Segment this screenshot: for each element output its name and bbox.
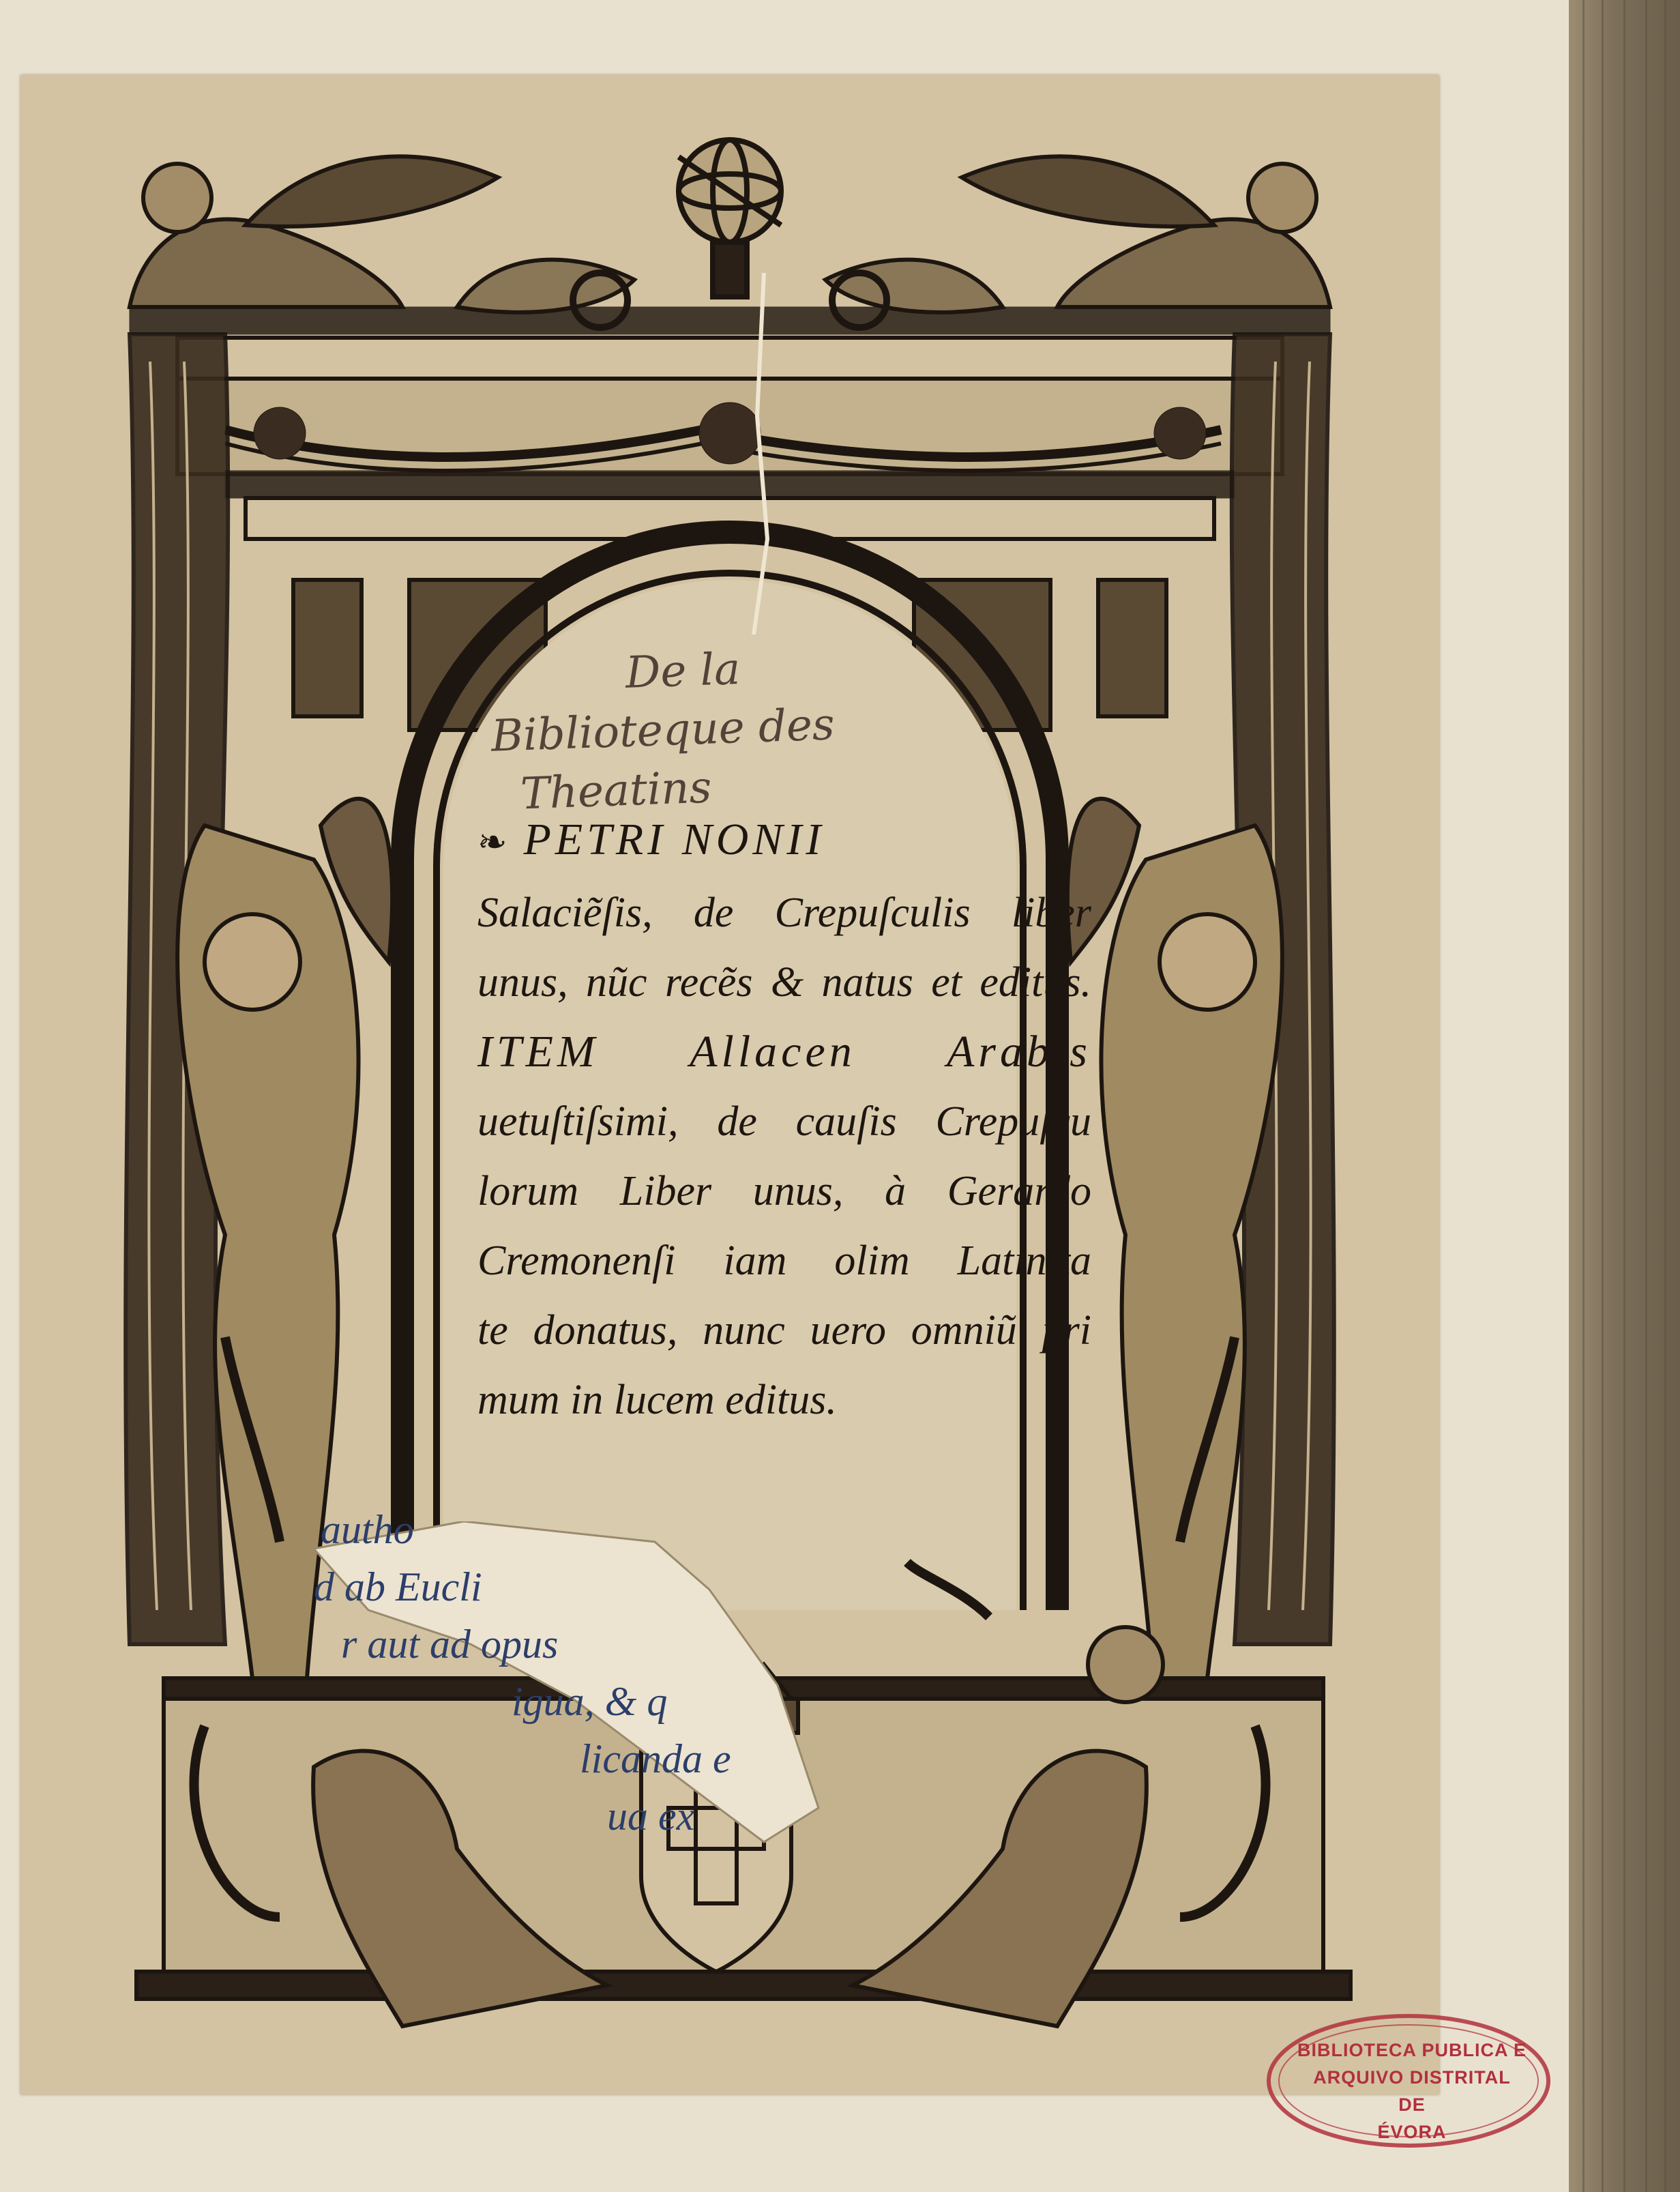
title-text-block [477, 805, 1091, 1435]
handwritten-line: De la [624, 644, 741, 699]
title-line-text: PETRI NONII [523, 815, 825, 864]
title-line: lorum Liber unus, à Gerardo [477, 1168, 1091, 1214]
torn-patch-text [314, 1501, 853, 1845]
title-line: te donatus, nunc uero omniũ pri [477, 1307, 1091, 1354]
title-line: Cremonenſi iam olim Latinita [477, 1238, 1091, 1284]
stamp-line: BIBLIOTECA PUBLICA E [1297, 2040, 1527, 2060]
handwritten-line: Biblioteque des [490, 699, 836, 762]
stamp-line: ARQUIVO DISTRITAL [1313, 2067, 1511, 2088]
patch-line: ua ex [607, 1794, 695, 1839]
book-fore-edge [1569, 0, 1680, 2192]
title-line-author [477, 805, 1091, 878]
patch-line: autho [321, 1507, 414, 1552]
patch-line: r aut ad opus [341, 1622, 559, 1667]
title-line: ITEM Allacen Arabis [477, 1027, 1091, 1077]
stamp-line: ÉVORA [1377, 2122, 1447, 2142]
patch-line: igua, & q [512, 1679, 668, 1724]
title-line: mum in lucem editus. [477, 1377, 837, 1423]
patch-line: d ab Eucli [314, 1564, 482, 1609]
library-stamp-text [1282, 2036, 1542, 2146]
title-line: uetuſtiſsimi, de cauſis Crepuſcu [477, 1098, 1091, 1145]
patch-line: licanda e [580, 1736, 731, 1781]
entablature-top [130, 307, 1330, 539]
title-line: Salaciẽſis, de Crepuſculis liber [477, 890, 1091, 936]
title-line: unus, nũc recẽs & natus et editus. [477, 959, 1091, 1006]
winged-putto-left [130, 156, 498, 307]
winged-putto-right [962, 156, 1330, 307]
handwritten-line: Theatins [519, 762, 713, 820]
fleuron-ornament-icon: ❧ [477, 823, 512, 862]
handwritten-ownership-note [488, 634, 917, 824]
stamp-line: DE [1398, 2094, 1426, 2115]
